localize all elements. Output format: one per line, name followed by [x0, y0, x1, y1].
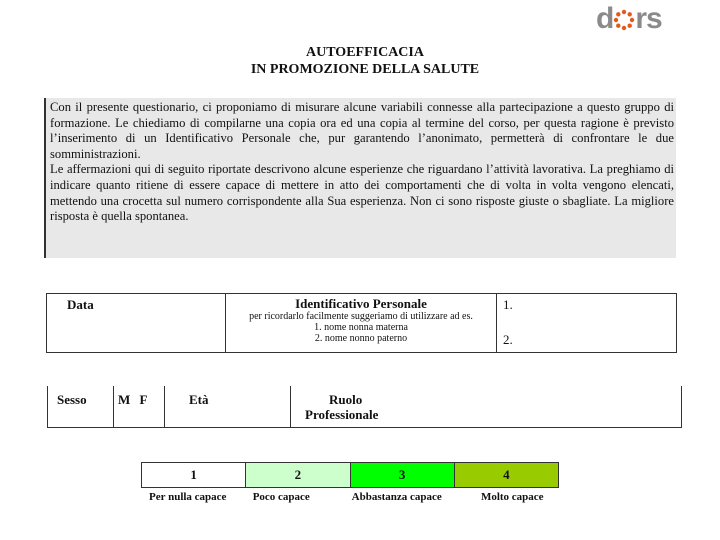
role-label-line1: Ruolo: [329, 392, 363, 407]
logo-letters-rs: rs: [635, 2, 662, 35]
date-label: Data: [67, 297, 94, 312]
personal-id-fields[interactable]: [497, 294, 677, 353]
scale-option-4[interactable]: 4: [455, 463, 558, 487]
scale-option-2[interactable]: 2: [246, 463, 350, 487]
intro-box: [44, 98, 676, 258]
personal-id-header: Identificativo Personale: [295, 296, 427, 311]
scale-option-1[interactable]: 1: [142, 463, 246, 487]
date-cell[interactable]: [47, 294, 226, 353]
demographics-table: [47, 386, 682, 428]
sex-label: Sesso: [48, 386, 114, 428]
logo-letter-d: d: [596, 2, 614, 35]
intro-paragraph-1: Con il presente questionario, ci proponiamo di misurare alcune variabili connesse alla partecipazione a questo gruppo di formazione. Le chiediamo di compilarne una copia ora ed una copia al termine del corso, per questa ragione è previsto l’inserimento di un Identificativo Personale che, pur garantendo l’anonimato, permetterà di confrontare le due somministrazioni.: [50, 100, 674, 161]
scale-label-4: Molto capace: [480, 491, 544, 503]
intro-paragraph-2: Le affermazioni qui di seguito riportate descrivono alcune esperienze che riguardano l’attività lavorativa. La preghiamo di indicare quanto ritiene di essere capace di mettere in atto dei comportamenti che di volta in volta vengono elencati, mettendo una crocetta sul numero corrispondente alla Sua esperienza. Non ci sono risposte giuste o sbagliate. La migliore risposta è quella spontanea.: [50, 162, 674, 224]
identification-table: [46, 293, 677, 353]
personal-id-field-1[interactable]: 1.: [503, 297, 513, 312]
rating-scale: [141, 462, 559, 488]
scale-label-2: Poco capace: [252, 491, 310, 503]
scale-label-3: Abbastanza capace: [351, 491, 442, 503]
personal-id-item-2: 2. nome nonno paterno: [314, 333, 408, 344]
page-title-line1: AUTOEFFICACIA: [306, 45, 424, 60]
scale-label-1: Per nulla capace: [149, 491, 227, 503]
age-label[interactable]: Età: [165, 386, 291, 428]
personal-id-item-1: 1. nome nonna materna: [314, 322, 408, 333]
dors-logo: [596, 2, 662, 36]
rating-scale-labels: [141, 491, 559, 504]
sex-options[interactable]: M F: [114, 386, 165, 428]
personal-id-hint: per ricordarlo facilmente suggeriamo di utilizzare ad es.: [249, 311, 473, 322]
logo-ring-icon: [613, 2, 635, 36]
scale-option-3[interactable]: 3: [351, 463, 455, 487]
personal-id-cell: [226, 294, 497, 353]
role-label-line2: Professionale: [305, 407, 379, 422]
role-cell[interactable]: [291, 386, 682, 428]
personal-id-field-2[interactable]: 2.: [503, 332, 513, 347]
page-title-line2: IN PROMOZIONE DELLA SALUTE: [250, 62, 480, 77]
